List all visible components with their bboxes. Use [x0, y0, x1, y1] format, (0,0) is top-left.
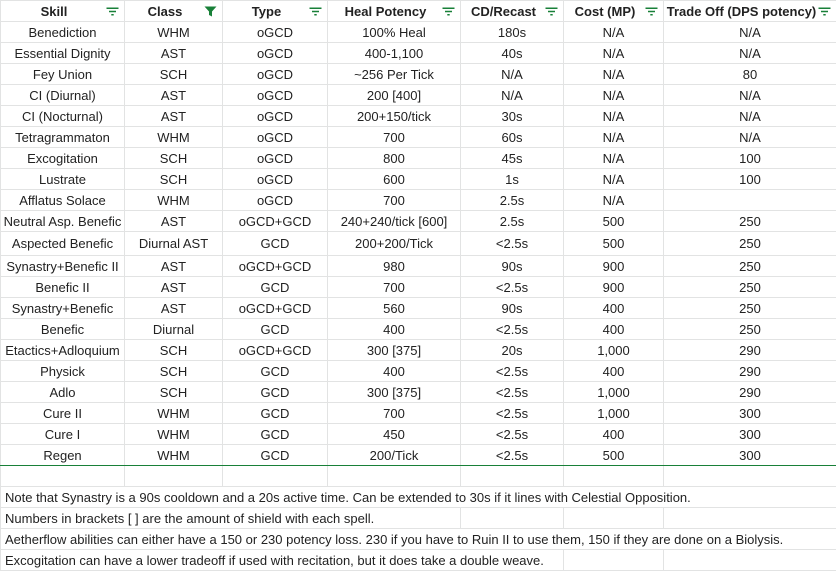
cell-skill[interactable]: Afflatus Solace [1, 190, 125, 211]
cell-cd-recast[interactable]: 1s [461, 169, 564, 190]
cell-type[interactable]: GCD [223, 424, 328, 445]
empty-cell[interactable] [664, 466, 836, 487]
column-header-skill[interactable] [1, 1, 125, 22]
cell-heal-potency[interactable]: 300 [375] [328, 340, 461, 361]
cell-heal-potency[interactable]: 200 [400] [328, 85, 461, 106]
header-row [1, 1, 836, 22]
cell-skill[interactable]: Synastry+Benefic II [1, 256, 125, 277]
cell-skill[interactable]: CI (Nocturnal) [1, 106, 125, 127]
cell-type[interactable]: oGCD [223, 85, 328, 106]
cell-cost-mp[interactable]: N/A [564, 148, 664, 169]
empty-cell[interactable] [1, 466, 125, 487]
column-header-type[interactable] [223, 1, 328, 22]
cell-skill[interactable]: Benediction [1, 22, 125, 43]
note-cell[interactable]: Excogitation can have a lower tradeoff if used with recitation, but it does take a double weave. [1, 550, 564, 571]
cell-skill[interactable]: Lustrate [1, 169, 125, 190]
empty-cell[interactable] [664, 508, 836, 529]
cell-type[interactable]: oGCD [223, 127, 328, 148]
cell-type[interactable]: oGCD [223, 22, 328, 43]
note-row [1, 529, 836, 550]
empty-cell[interactable] [461, 466, 564, 487]
cell-cost-mp[interactable]: 1,000 [564, 403, 664, 424]
cell-heal-potency[interactable]: 200+200/Tick [328, 232, 461, 256]
cell-trade-off[interactable]: N/A [664, 106, 836, 127]
cell-skill[interactable]: Benefic [1, 319, 125, 340]
note-row [1, 550, 836, 571]
cell-skill[interactable]: Essential Dignity [1, 43, 125, 64]
column-header-label: Type [251, 3, 282, 19]
cell-heal-potency[interactable]: 980 [328, 256, 461, 277]
table-row [1, 127, 836, 148]
cell-trade-off[interactable]: N/A [664, 85, 836, 106]
cell-cost-mp[interactable]: 1,000 [564, 340, 664, 361]
cell-cd-recast[interactable]: <2.5s [461, 403, 564, 424]
cell-heal-potency[interactable]: 700 [328, 277, 461, 298]
cell-heal-potency[interactable]: 700 [328, 127, 461, 148]
cell-class[interactable]: WHM [125, 445, 223, 466]
table-row [1, 22, 836, 43]
cell-heal-potency[interactable]: 800 [328, 148, 461, 169]
cell-heal-potency[interactable]: 200/Tick [328, 445, 461, 466]
cell-skill[interactable]: Adlo [1, 382, 125, 403]
cell-cost-mp[interactable]: N/A [564, 43, 664, 64]
cell-trade-off[interactable]: 100 [664, 148, 836, 169]
cell-type[interactable]: oGCD+GCD [223, 256, 328, 277]
cell-cost-mp[interactable]: 900 [564, 277, 664, 298]
empty-cell[interactable] [125, 466, 223, 487]
cell-cd-recast[interactable]: 90s [461, 256, 564, 277]
table-row [1, 85, 836, 106]
cell-cd-recast[interactable]: 180s [461, 22, 564, 43]
cell-trade-off[interactable]: 290 [664, 382, 836, 403]
filter-icon[interactable] [818, 2, 835, 21]
cell-trade-off[interactable]: N/A [664, 22, 836, 43]
cell-class[interactable]: SCH [125, 148, 223, 169]
cell-skill[interactable]: Etactics+Adloquium [1, 340, 125, 361]
cell-cd-recast[interactable]: <2.5s [461, 424, 564, 445]
cell-cd-recast[interactable]: 40s [461, 43, 564, 64]
cell-cd-recast[interactable]: 60s [461, 127, 564, 148]
table-row [1, 382, 836, 403]
cell-cd-recast[interactable]: 30s [461, 106, 564, 127]
cell-class[interactable]: SCH [125, 169, 223, 190]
cell-class[interactable]: WHM [125, 403, 223, 424]
cell-class[interactable]: WHM [125, 127, 223, 148]
cell-heal-potency[interactable]: 600 [328, 169, 461, 190]
table-row [1, 190, 836, 211]
cell-trade-off[interactable]: 300 [664, 445, 836, 466]
cell-skill[interactable]: Tetragrammaton [1, 127, 125, 148]
table-row [1, 340, 836, 361]
cell-cd-recast[interactable]: <2.5s [461, 445, 564, 466]
cell-class[interactable]: AST [125, 298, 223, 319]
filter-icon[interactable] [545, 2, 562, 21]
cell-skill[interactable]: Cure I [1, 424, 125, 445]
column-header-label: CD/Recast [470, 3, 537, 19]
cell-skill[interactable]: Cure II [1, 403, 125, 424]
cell-trade-off[interactable]: 290 [664, 361, 836, 382]
cell-trade-off[interactable]: 80 [664, 64, 836, 85]
cell-type[interactable]: oGCD [223, 106, 328, 127]
cell-type[interactable]: GCD [223, 403, 328, 424]
column-header-class[interactable] [125, 1, 223, 22]
cell-type[interactable]: oGCD+GCD [223, 340, 328, 361]
cell-trade-off[interactable]: 250 [664, 319, 836, 340]
cell-cd-recast[interactable]: N/A [461, 64, 564, 85]
table-row [1, 256, 836, 277]
cell-class[interactable]: WHM [125, 22, 223, 43]
table-row [1, 232, 836, 256]
cell-cd-recast[interactable]: 2.5s [461, 211, 564, 232]
cell-type[interactable]: GCD [223, 361, 328, 382]
column-header-label: Trade Off (DPS potency) [666, 3, 817, 19]
table-row [1, 148, 836, 169]
cell-cd-recast[interactable]: 90s [461, 298, 564, 319]
column-header-label: Skill [40, 3, 68, 19]
cell-type[interactable]: oGCD [223, 190, 328, 211]
filter-icon[interactable] [106, 2, 123, 21]
cell-trade-off[interactable]: 300 [664, 403, 836, 424]
cell-heal-potency[interactable]: 100% Heal [328, 22, 461, 43]
cell-cost-mp[interactable]: 500 [564, 232, 664, 256]
cell-type[interactable]: GCD [223, 277, 328, 298]
cell-heal-potency[interactable]: 450 [328, 424, 461, 445]
cell-type[interactable]: GCD [223, 382, 328, 403]
cell-skill[interactable]: Benefic II [1, 277, 125, 298]
cell-cost-mp[interactable]: 400 [564, 319, 664, 340]
cell-cost-mp[interactable]: N/A [564, 85, 664, 106]
cell-cost-mp[interactable]: N/A [564, 22, 664, 43]
cell-cd-recast[interactable]: <2.5s [461, 319, 564, 340]
cell-trade-off[interactable]: N/A [664, 43, 836, 64]
cell-trade-off[interactable]: 250 [664, 256, 836, 277]
cell-cost-mp[interactable]: 400 [564, 361, 664, 382]
table-row [1, 64, 836, 85]
cell-class[interactable]: SCH [125, 382, 223, 403]
cell-cd-recast[interactable]: 45s [461, 148, 564, 169]
table-row [1, 424, 836, 445]
cell-skill[interactable]: Aspected Benefic [1, 232, 125, 256]
cell-cost-mp[interactable]: N/A [564, 64, 664, 85]
cell-type[interactable]: oGCD+GCD [223, 211, 328, 232]
cell-skill[interactable]: Neutral Asp. Benefic [1, 211, 125, 232]
cell-class[interactable]: AST [125, 211, 223, 232]
cell-class[interactable]: SCH [125, 340, 223, 361]
filter-icon[interactable] [442, 2, 459, 21]
cell-type[interactable]: GCD [223, 232, 328, 256]
filter-icon[interactable] [645, 2, 662, 21]
cell-class[interactable]: WHM [125, 424, 223, 445]
column-header-label: Heal Potency [344, 3, 427, 19]
cell-heal-potency[interactable]: 300 [375] [328, 382, 461, 403]
table-row [1, 361, 836, 382]
note-row [1, 508, 836, 529]
table-row [1, 445, 836, 466]
cell-trade-off[interactable]: 250 [664, 211, 836, 232]
cell-class[interactable]: WHM [125, 190, 223, 211]
cell-cost-mp[interactable]: 500 [564, 445, 664, 466]
empty-cell[interactable] [664, 550, 836, 571]
cell-class[interactable]: AST [125, 277, 223, 298]
table-row [1, 43, 836, 64]
cell-class[interactable]: Diurnal AST [125, 232, 223, 256]
cell-cost-mp[interactable]: 400 [564, 298, 664, 319]
table-row [1, 319, 836, 340]
cell-cost-mp[interactable]: N/A [564, 106, 664, 127]
note-cell[interactable]: Numbers in brackets [ ] are the amount of shield with each spell. [1, 508, 461, 529]
cell-cd-recast[interactable]: 20s [461, 340, 564, 361]
cell-type[interactable]: oGCD [223, 43, 328, 64]
cell-cd-recast[interactable]: N/A [461, 85, 564, 106]
empty-cell[interactable] [223, 466, 328, 487]
cell-class[interactable]: AST [125, 256, 223, 277]
column-header-cost-mp[interactable] [564, 1, 664, 22]
cell-class[interactable]: AST [125, 106, 223, 127]
column-header-label: Class [147, 3, 183, 19]
cell-cost-mp[interactable]: 500 [564, 211, 664, 232]
column-header-label: Cost (MP) [574, 3, 636, 19]
empty-cell[interactable] [564, 550, 664, 571]
cell-type[interactable]: oGCD+GCD [223, 298, 328, 319]
cell-cd-recast[interactable]: 2.5s [461, 190, 564, 211]
note-row [1, 487, 836, 508]
cell-skill[interactable]: CI (Diurnal) [1, 85, 125, 106]
table-row [1, 403, 836, 424]
cell-trade-off[interactable]: 290 [664, 340, 836, 361]
cell-class[interactable]: AST [125, 43, 223, 64]
cell-trade-off[interactable]: 250 [664, 232, 836, 256]
cell-cost-mp[interactable]: N/A [564, 169, 664, 190]
cell-heal-potency[interactable]: 560 [328, 298, 461, 319]
cell-trade-off[interactable] [664, 190, 836, 211]
cell-trade-off[interactable]: 250 [664, 277, 836, 298]
cell-skill[interactable]: Synastry+Benefic [1, 298, 125, 319]
cell-cost-mp[interactable]: N/A [564, 190, 664, 211]
cell-cd-recast[interactable]: <2.5s [461, 232, 564, 256]
note-cell[interactable]: Aetherflow abilities can either have a 150 or 230 potency loss. 230 if you have to Ruin II to use them, 150 if they are done on a Biolysis. [1, 529, 836, 550]
cell-trade-off[interactable]: 100 [664, 169, 836, 190]
cell-class[interactable]: Diurnal [125, 319, 223, 340]
cell-cost-mp[interactable]: 400 [564, 424, 664, 445]
cell-heal-potency[interactable]: 700 [328, 190, 461, 211]
cell-type[interactable]: GCD [223, 319, 328, 340]
column-header-heal-potency[interactable] [328, 1, 461, 22]
cell-type[interactable]: oGCD [223, 64, 328, 85]
table-row [1, 211, 836, 232]
cell-heal-potency[interactable]: 400 [328, 319, 461, 340]
column-header-cd-recast[interactable] [461, 1, 564, 22]
cell-skill[interactable]: Excogitation [1, 148, 125, 169]
cell-cost-mp[interactable]: 900 [564, 256, 664, 277]
cell-trade-off[interactable]: N/A [664, 127, 836, 148]
cell-type[interactable]: GCD [223, 445, 328, 466]
cell-skill[interactable]: Fey Union [1, 64, 125, 85]
cell-class[interactable]: SCH [125, 361, 223, 382]
cell-class[interactable]: SCH [125, 64, 223, 85]
cell-cd-recast[interactable]: <2.5s [461, 277, 564, 298]
table-row [1, 169, 836, 190]
filter-active-icon[interactable] [204, 2, 221, 21]
cell-heal-potency[interactable]: 700 [328, 403, 461, 424]
cell-cd-recast[interactable]: <2.5s [461, 382, 564, 403]
cell-trade-off[interactable]: 250 [664, 298, 836, 319]
cell-cost-mp[interactable]: 1,000 [564, 382, 664, 403]
empty-cell[interactable] [564, 508, 664, 529]
cell-heal-potency[interactable]: 240+240/tick [600] [328, 211, 461, 232]
cell-skill[interactable]: Regen [1, 445, 125, 466]
empty-cell[interactable] [461, 508, 564, 529]
empty-row [1, 466, 836, 487]
cell-trade-off[interactable]: 300 [664, 424, 836, 445]
filter-icon[interactable] [309, 2, 326, 21]
cell-heal-potency[interactable]: 400 [328, 361, 461, 382]
cell-class[interactable]: AST [125, 85, 223, 106]
cell-type[interactable]: oGCD [223, 169, 328, 190]
empty-cell[interactable] [328, 466, 461, 487]
cell-heal-potency[interactable]: 400-1,100 [328, 43, 461, 64]
empty-cell[interactable] [564, 466, 664, 487]
column-header-trade-off[interactable] [664, 1, 836, 22]
cell-cost-mp[interactable]: N/A [564, 127, 664, 148]
cell-skill[interactable]: Physick [1, 361, 125, 382]
table-row [1, 298, 836, 319]
cell-type[interactable]: oGCD [223, 148, 328, 169]
cell-heal-potency[interactable]: 200+150/tick [328, 106, 461, 127]
table-row [1, 277, 836, 298]
cell-cd-recast[interactable]: <2.5s [461, 361, 564, 382]
table-row [1, 106, 836, 127]
cell-heal-potency[interactable]: ~256 Per Tick [328, 64, 461, 85]
note-cell[interactable]: Note that Synastry is a 90s cooldown and a 20s active time. Can be extended to 30s if it lines with Celestial Opposition. [1, 487, 836, 508]
